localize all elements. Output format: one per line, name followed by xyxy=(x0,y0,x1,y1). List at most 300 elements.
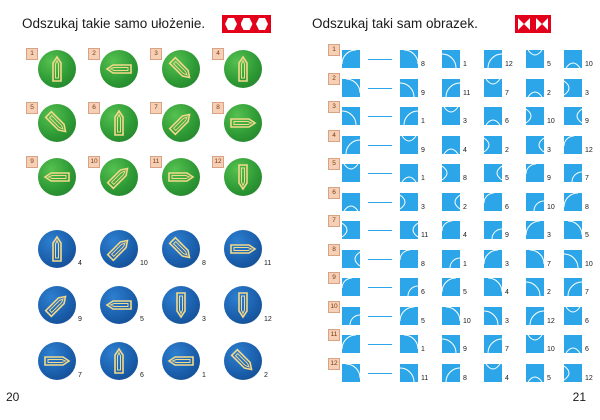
option-square[interactable] xyxy=(484,250,502,268)
curve-pattern-icon xyxy=(342,364,360,382)
left-page-number: 20 xyxy=(6,390,20,404)
option-square-number: 3 xyxy=(585,90,589,97)
answer-line[interactable] xyxy=(368,259,392,260)
curve-pattern-icon xyxy=(484,164,502,182)
option-square[interactable] xyxy=(400,307,418,325)
blue-coin[interactable] xyxy=(38,230,76,268)
curve-pattern-icon xyxy=(400,79,418,97)
option-square[interactable] xyxy=(400,193,418,211)
curve-pattern-icon xyxy=(400,193,418,211)
blue-coin-label: 7 xyxy=(78,372,82,379)
curve-pattern-icon xyxy=(442,164,460,182)
coin-number-tag: 10 xyxy=(88,156,100,168)
option-square[interactable] xyxy=(564,50,582,68)
curve-pattern-icon xyxy=(564,50,582,68)
blue-coin-label: 5 xyxy=(140,316,144,323)
curve-pattern-icon xyxy=(526,193,544,211)
paperclip-arrow-icon xyxy=(224,158,262,196)
option-square[interactable] xyxy=(564,335,582,353)
option-square[interactable] xyxy=(442,164,460,182)
curve-pattern-icon xyxy=(442,307,460,325)
option-square-number: 3 xyxy=(505,261,509,268)
green-coin[interactable] xyxy=(224,104,262,142)
answer-line[interactable] xyxy=(368,59,392,60)
option-square[interactable] xyxy=(526,136,544,154)
green-coin[interactable] xyxy=(100,158,138,196)
option-square[interactable] xyxy=(526,278,544,296)
option-square[interactable] xyxy=(564,307,582,325)
curve-pattern-icon xyxy=(342,79,360,97)
option-square[interactable] xyxy=(400,50,418,68)
curve-pattern-icon xyxy=(484,50,502,68)
paperclip-arrow-icon xyxy=(162,104,200,142)
coin-number-tag: 6 xyxy=(88,102,100,114)
option-square-number: 7 xyxy=(505,346,509,353)
paperclip-arrow-icon xyxy=(38,158,76,196)
option-square-number: 10 xyxy=(547,346,555,353)
paperclip-arrow-icon xyxy=(38,342,76,380)
option-square-number: 3 xyxy=(505,318,509,325)
option-square[interactable] xyxy=(526,307,544,325)
option-square[interactable] xyxy=(526,221,544,239)
answer-line[interactable] xyxy=(368,316,392,317)
answer-line[interactable] xyxy=(368,88,392,89)
option-square-number: 7 xyxy=(585,289,589,296)
option-square-number: 10 xyxy=(547,204,555,211)
option-square-number: 4 xyxy=(463,232,467,239)
reference-square xyxy=(342,307,360,325)
reference-square xyxy=(342,193,360,211)
option-square-number: 8 xyxy=(463,375,467,382)
option-square-number: 2 xyxy=(505,147,509,154)
paperclip-arrow-icon xyxy=(38,104,76,142)
option-square-number: 8 xyxy=(421,261,425,268)
option-square[interactable] xyxy=(400,221,418,239)
option-square[interactable] xyxy=(526,164,544,182)
option-square-number: 9 xyxy=(585,118,589,125)
blue-coin-label: 2 xyxy=(264,372,268,379)
curve-pattern-icon xyxy=(342,193,360,211)
green-coin[interactable] xyxy=(38,50,76,88)
curve-pattern-icon xyxy=(526,79,544,97)
option-square[interactable] xyxy=(484,136,502,154)
curve-pattern-icon xyxy=(564,278,582,296)
paperclip-arrow-icon xyxy=(38,286,76,324)
answer-line[interactable] xyxy=(368,145,392,146)
curve-pattern-icon xyxy=(342,335,360,353)
reference-square xyxy=(342,79,360,97)
blue-coin-label: 1 xyxy=(202,372,206,379)
option-square-number: 8 xyxy=(421,61,425,68)
curve-pattern-icon xyxy=(526,136,544,154)
option-square-number: 9 xyxy=(421,147,425,154)
option-square-number: 6 xyxy=(421,289,425,296)
option-square-number: 12 xyxy=(585,375,593,382)
option-square-number: 3 xyxy=(421,204,425,211)
option-square-number: 8 xyxy=(585,204,589,211)
option-square[interactable] xyxy=(526,79,544,97)
row-number-tag: 8 xyxy=(328,244,340,256)
reference-square xyxy=(342,136,360,154)
option-square-number: 6 xyxy=(585,318,589,325)
curve-pattern-icon xyxy=(484,79,502,97)
row-number-tag: 9 xyxy=(328,272,340,284)
paperclip-arrow-icon xyxy=(162,286,200,324)
curve-pattern-icon xyxy=(342,50,360,68)
option-square[interactable] xyxy=(564,79,582,97)
option-square[interactable] xyxy=(526,250,544,268)
curve-pattern-icon xyxy=(484,335,502,353)
paperclip-arrow-icon xyxy=(162,158,200,196)
curve-pattern-icon xyxy=(342,250,360,268)
blue-coin[interactable] xyxy=(100,286,138,324)
answer-line[interactable] xyxy=(368,344,392,345)
blue-coin-label: 8 xyxy=(202,260,206,267)
row-number-tag: 3 xyxy=(328,101,340,113)
option-square[interactable] xyxy=(564,221,582,239)
option-square-number: 1 xyxy=(421,118,425,125)
curve-pattern-icon xyxy=(526,221,544,239)
row-number-tag: 1 xyxy=(328,44,340,56)
option-square[interactable] xyxy=(400,164,418,182)
green-coin[interactable] xyxy=(38,158,76,196)
answer-line[interactable] xyxy=(368,116,392,117)
curve-pattern-icon xyxy=(400,50,418,68)
option-square[interactable] xyxy=(526,50,544,68)
curve-pattern-icon xyxy=(342,107,360,125)
answer-line[interactable] xyxy=(368,202,392,203)
curve-pattern-icon xyxy=(526,364,544,382)
blue-coin-label: 9 xyxy=(78,316,82,323)
reference-square xyxy=(342,107,360,125)
paperclip-arrow-icon xyxy=(162,230,200,268)
option-square[interactable] xyxy=(400,278,418,296)
row-number-tag: 6 xyxy=(328,187,340,199)
paperclip-arrow-icon xyxy=(38,230,76,268)
right-page-number: 21 xyxy=(572,390,586,404)
reference-square xyxy=(342,221,360,239)
blue-coin-label: 3 xyxy=(202,316,206,323)
option-square[interactable] xyxy=(400,364,418,382)
option-square[interactable] xyxy=(400,335,418,353)
option-square-number: 6 xyxy=(505,118,509,125)
coin-number-tag: 3 xyxy=(150,48,162,60)
row-number-tag: 5 xyxy=(328,158,340,170)
row-number-tag: 7 xyxy=(328,215,340,227)
option-square[interactable] xyxy=(400,250,418,268)
reference-square xyxy=(342,364,360,382)
curve-pattern-icon xyxy=(400,221,418,239)
option-square[interactable] xyxy=(564,364,582,382)
curve-pattern-icon xyxy=(342,278,360,296)
option-square-number: 9 xyxy=(463,346,467,353)
option-square[interactable] xyxy=(400,79,418,97)
option-square-number: 2 xyxy=(547,90,551,97)
option-square-number: 7 xyxy=(505,90,509,97)
option-square[interactable] xyxy=(484,364,502,382)
coin-number-tag: 1 xyxy=(26,48,38,60)
answer-line[interactable] xyxy=(368,287,392,288)
row-number-tag: 11 xyxy=(328,329,340,341)
paperclip-arrow-icon xyxy=(38,50,76,88)
paperclip-arrow-icon xyxy=(100,342,138,380)
right-instruction: Odszukaj taki sam obrazek. xyxy=(312,16,478,31)
option-square-number: 7 xyxy=(585,175,589,182)
option-square[interactable] xyxy=(442,136,460,154)
curve-pattern-icon xyxy=(442,335,460,353)
option-square-number: 12 xyxy=(547,318,555,325)
curve-pattern-icon xyxy=(484,250,502,268)
paperclip-arrow-icon xyxy=(100,104,138,142)
curve-pattern-icon xyxy=(342,221,360,239)
paperclip-arrow-icon xyxy=(162,50,200,88)
curve-pattern-icon xyxy=(342,164,360,182)
curve-pattern-icon xyxy=(564,221,582,239)
option-square-number: 5 xyxy=(463,289,467,296)
curve-pattern-icon xyxy=(400,107,418,125)
coin-number-tag: 9 xyxy=(26,156,38,168)
green-coin[interactable] xyxy=(162,158,200,196)
answer-line[interactable] xyxy=(368,230,392,231)
blue-coin[interactable] xyxy=(38,342,76,380)
curve-pattern-icon xyxy=(526,164,544,182)
curve-pattern-icon xyxy=(564,307,582,325)
option-square[interactable] xyxy=(442,50,460,68)
option-square[interactable] xyxy=(442,364,460,382)
option-square[interactable] xyxy=(484,193,502,211)
curve-pattern-icon xyxy=(442,107,460,125)
option-square[interactable] xyxy=(526,364,544,382)
option-square[interactable] xyxy=(564,250,582,268)
option-square[interactable] xyxy=(484,50,502,68)
coin-number-tag: 5 xyxy=(26,102,38,114)
option-square[interactable] xyxy=(442,221,460,239)
curve-pattern-icon xyxy=(400,278,418,296)
row-number-tag: 2 xyxy=(328,73,340,85)
row-number-tag: 12 xyxy=(328,358,340,370)
option-square-number: 3 xyxy=(463,118,467,125)
coin-number-tag: 7 xyxy=(150,102,162,114)
option-square-number: 6 xyxy=(585,346,589,353)
option-square[interactable] xyxy=(442,193,460,211)
coin-number-tag: 8 xyxy=(212,102,224,114)
curve-pattern-icon xyxy=(484,364,502,382)
blue-coin[interactable] xyxy=(162,286,200,324)
paperclip-arrow-icon xyxy=(100,50,138,88)
option-square-number: 10 xyxy=(547,118,555,125)
reference-square xyxy=(342,335,360,353)
option-square[interactable] xyxy=(400,107,418,125)
option-square[interactable] xyxy=(526,335,544,353)
coin-number-tag: 2 xyxy=(88,48,100,60)
green-coin[interactable] xyxy=(162,104,200,142)
option-square-number: 5 xyxy=(505,175,509,182)
option-square[interactable] xyxy=(484,107,502,125)
option-square-number: 3 xyxy=(547,232,551,239)
curve-pattern-icon xyxy=(484,107,502,125)
curve-pattern-icon xyxy=(442,50,460,68)
option-square[interactable] xyxy=(442,278,460,296)
option-square-number: 9 xyxy=(547,175,551,182)
curve-pattern-icon xyxy=(442,278,460,296)
option-square-number: 4 xyxy=(505,289,509,296)
option-square-number: 1 xyxy=(463,261,467,268)
option-square[interactable] xyxy=(484,307,502,325)
option-square-number: 12 xyxy=(505,61,513,68)
coin-number-tag: 4 xyxy=(212,48,224,60)
blue-coin-label: 6 xyxy=(140,372,144,379)
curve-pattern-icon xyxy=(442,193,460,211)
curve-pattern-icon xyxy=(526,278,544,296)
left-instruction: Odszukaj takie samo ułożenie. xyxy=(22,16,206,31)
curve-pattern-icon xyxy=(442,79,460,97)
green-coin[interactable] xyxy=(100,50,138,88)
curve-pattern-icon xyxy=(442,221,460,239)
paperclip-arrow-icon xyxy=(224,104,262,142)
option-square[interactable] xyxy=(484,79,502,97)
option-square[interactable] xyxy=(564,193,582,211)
curve-pattern-icon xyxy=(526,107,544,125)
option-square[interactable] xyxy=(526,107,544,125)
curve-pattern-icon xyxy=(564,193,582,211)
option-square[interactable] xyxy=(564,107,582,125)
option-square-number: 7 xyxy=(547,261,551,268)
blue-coin[interactable] xyxy=(38,286,76,324)
option-square-number: 12 xyxy=(585,147,593,154)
answer-line[interactable] xyxy=(368,173,392,174)
option-square-number: 5 xyxy=(547,61,551,68)
curve-pattern-icon xyxy=(564,107,582,125)
paperclip-arrow-icon xyxy=(100,158,138,196)
coin-number-tag: 11 xyxy=(150,156,162,168)
option-square[interactable] xyxy=(564,164,582,182)
option-square[interactable] xyxy=(400,136,418,154)
hexagon-decoration-icon xyxy=(222,15,271,33)
option-square-number: 11 xyxy=(421,232,429,239)
blue-coin[interactable] xyxy=(224,342,262,380)
paperclip-arrow-icon xyxy=(224,286,262,324)
option-square[interactable] xyxy=(442,307,460,325)
option-square-number: 4 xyxy=(505,375,509,382)
curve-pattern-icon xyxy=(442,364,460,382)
option-square[interactable] xyxy=(564,136,582,154)
option-square-number: 1 xyxy=(421,346,425,353)
option-square-number: 2 xyxy=(547,289,551,296)
curve-pattern-icon xyxy=(564,364,582,382)
curve-pattern-icon xyxy=(400,335,418,353)
blue-coin[interactable] xyxy=(100,342,138,380)
option-square-number: 11 xyxy=(421,375,429,382)
green-coin[interactable] xyxy=(100,104,138,142)
curve-pattern-icon xyxy=(526,250,544,268)
option-square-number: 4 xyxy=(463,147,467,154)
option-square-number: 1 xyxy=(463,61,467,68)
paperclip-arrow-icon xyxy=(224,230,262,268)
reference-square xyxy=(342,50,360,68)
answer-line[interactable] xyxy=(368,373,392,374)
option-square[interactable] xyxy=(442,107,460,125)
option-square-number: 6 xyxy=(505,204,509,211)
option-square-number: 10 xyxy=(585,61,593,68)
curve-pattern-icon xyxy=(400,164,418,182)
blue-coin-label: 12 xyxy=(264,316,272,323)
curve-pattern-icon xyxy=(342,307,360,325)
curve-pattern-icon xyxy=(564,250,582,268)
option-square-number: 9 xyxy=(421,90,425,97)
option-square-number: 5 xyxy=(421,318,425,325)
blue-coin[interactable] xyxy=(224,286,262,324)
paperclip-arrow-icon xyxy=(100,286,138,324)
blue-coin[interactable] xyxy=(100,230,138,268)
blue-coin[interactable] xyxy=(224,230,262,268)
row-number-tag: 10 xyxy=(328,301,340,313)
blue-coin[interactable] xyxy=(162,342,200,380)
green-coin[interactable] xyxy=(162,50,200,88)
curve-pattern-icon xyxy=(342,136,360,154)
option-square[interactable] xyxy=(442,335,460,353)
curve-pattern-icon xyxy=(400,136,418,154)
blue-coin[interactable] xyxy=(162,230,200,268)
curve-pattern-icon xyxy=(526,335,544,353)
green-coin[interactable] xyxy=(38,104,76,142)
green-coin[interactable] xyxy=(224,158,262,196)
option-square-number: 10 xyxy=(463,318,471,325)
right-page xyxy=(300,0,600,420)
green-coin[interactable] xyxy=(224,50,262,88)
paperclip-arrow-icon xyxy=(162,342,200,380)
option-square[interactable] xyxy=(484,278,502,296)
curve-pattern-icon xyxy=(564,79,582,97)
option-square-number: 2 xyxy=(463,204,467,211)
reference-square xyxy=(342,164,360,182)
curve-pattern-icon xyxy=(484,278,502,296)
curve-pattern-icon xyxy=(400,307,418,325)
option-square-number: 8 xyxy=(463,175,467,182)
curve-pattern-icon xyxy=(484,193,502,211)
option-square-number: 11 xyxy=(463,90,471,97)
bowtie-decoration-icon xyxy=(515,15,551,33)
curve-pattern-icon xyxy=(526,307,544,325)
blue-coin-label: 10 xyxy=(140,260,148,267)
option-square[interactable] xyxy=(442,79,460,97)
paperclip-arrow-icon xyxy=(224,342,262,380)
curve-pattern-icon xyxy=(564,164,582,182)
reference-square xyxy=(342,278,360,296)
reference-square xyxy=(342,250,360,268)
option-square[interactable] xyxy=(484,164,502,182)
option-square-number: 5 xyxy=(585,232,589,239)
curve-pattern-icon xyxy=(484,307,502,325)
curve-pattern-icon xyxy=(564,335,582,353)
blue-coin-label: 11 xyxy=(264,260,272,267)
option-square[interactable] xyxy=(526,193,544,211)
paperclip-arrow-icon xyxy=(100,230,138,268)
option-square[interactable] xyxy=(484,221,502,239)
curve-pattern-icon xyxy=(442,250,460,268)
curve-pattern-icon xyxy=(400,250,418,268)
option-square[interactable] xyxy=(484,335,502,353)
coin-number-tag: 12 xyxy=(212,156,224,168)
option-square[interactable] xyxy=(442,250,460,268)
curve-pattern-icon xyxy=(564,136,582,154)
blue-coin-label: 4 xyxy=(78,260,82,267)
curve-pattern-icon xyxy=(484,136,502,154)
curve-pattern-icon xyxy=(526,50,544,68)
option-square[interactable] xyxy=(564,278,582,296)
option-square-number: 1 xyxy=(421,175,425,182)
curve-pattern-icon xyxy=(484,221,502,239)
paperclip-arrow-icon xyxy=(224,50,262,88)
